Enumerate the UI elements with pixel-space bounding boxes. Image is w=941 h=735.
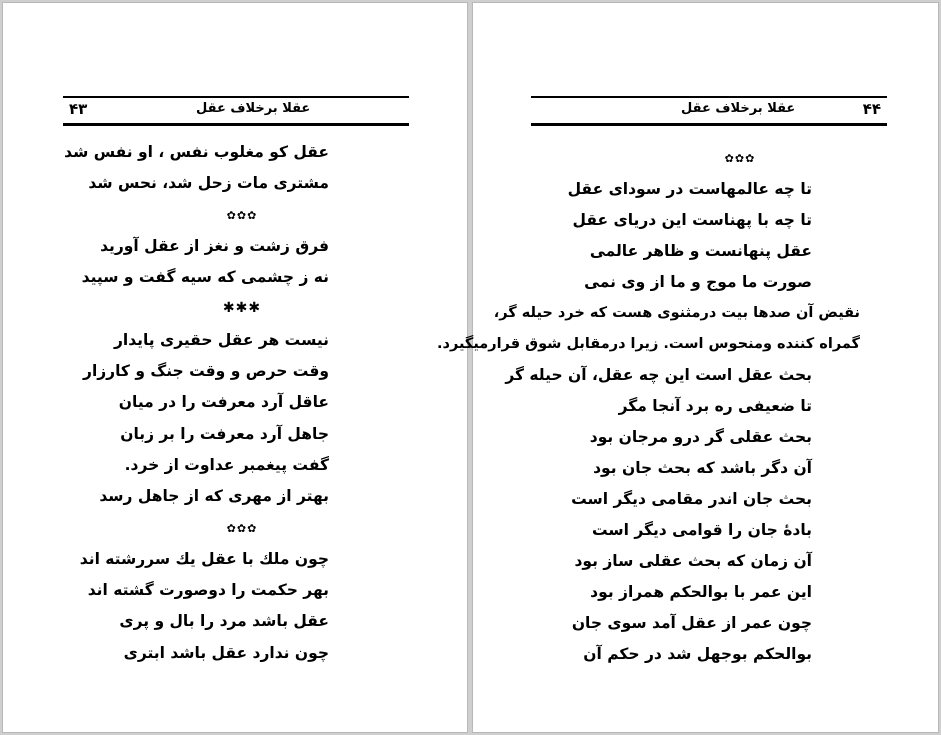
left-page [2,2,468,733]
verse-line: بحث عقلی گر درو مرجان بود [589,428,812,446]
verse-line: بوالحکم بوجهل شد در حکم آن [583,645,812,663]
left-running-title: عقلا برخلاف عقل [196,101,311,116]
verse-line: عقل کو مغلوب نفس ، او نفس شد [64,143,329,161]
right-page [437,2,939,733]
verse-line: گفت پیغمبر عداوت از خرد. [124,455,329,474]
verse-line: این عمر با بوالحکم همراز بود [590,583,812,601]
section-ornament: ✱✱✱ [222,300,262,317]
verse-line: عقل پنهانست و ظاهر عالمی [589,242,812,260]
verse-line: بادهٔ جان را قوامی دیگر است [591,521,812,539]
verse-line: وقت حرص و وقت جنگ و کارزار [83,362,329,381]
verse-line: مشتری مات زحل شد، نحس شد [88,174,329,193]
prose-line: گمراه کننده ومنحوس است. زیرا درمقابل شوق قرارمیگیرد. [437,336,860,352]
right-page-header [531,96,887,126]
section-ornament: ✿✿✿ [724,152,756,165]
verse-line: چون ندارد عقل باشد ابتری [123,643,329,662]
verse-line: جاهل آرد معرفت را بر زبان [120,424,329,443]
verse-line: آن زمان که بحث عقلی ساز بود [574,552,812,570]
verse-line: صورت ما موج و ما از وی نمی [584,273,812,291]
right-page-text [437,143,860,670]
verse-line: عقل باشد مرد را بال و پری [119,612,329,631]
section-ornament: ✿✿✿ [226,521,258,535]
left-page-header [63,96,409,126]
section-ornament: ✿✿✿ [226,208,258,222]
right-page-number: ۴۴ [862,100,881,118]
right-running-title: عقلا برخلاف عقل [681,101,796,116]
verse-line: بهر حکمت را دوصورت گشته اند [87,581,329,600]
verse-line: بحث عقل است این چه عقل، آن حیله گر [505,366,812,384]
verse-line: بحث جان اندر مقامی دیگر است [571,490,812,508]
verse-line: چون ملك با عقل یك سررشته اند [79,549,329,568]
verse-line: فرق زشت و نغز از عقل آورید [100,236,329,255]
verse-line: آن دگر باشد که بحث جان بود [593,459,812,477]
verse-line: چون عمر از عقل آمد سوی جان [571,614,812,632]
prose-line: نقیض آن صدها بیت درمثنوی هست که خرد حیله گر، [493,305,860,321]
verse-line: بهتر از مهری که از جاهل رسد [99,487,329,506]
verse-line: تا ضعیفی ره برد آنجا مگر [618,397,812,415]
left-page-number: ۴۳ [69,100,88,118]
verse-line: عاقل آرد معرفت را در میان [118,393,329,412]
verse-line: نیست هر عقل حقیری پایدار [113,330,329,349]
verse-line: تا چه با پهناست این دریای عقل [572,211,812,229]
left-page-text [64,137,329,669]
verse-line: تا چه عالمهاست در سودای عقل [567,180,812,198]
verse-line: نه ز چشمی که سیه گفت و سپید [81,268,329,287]
